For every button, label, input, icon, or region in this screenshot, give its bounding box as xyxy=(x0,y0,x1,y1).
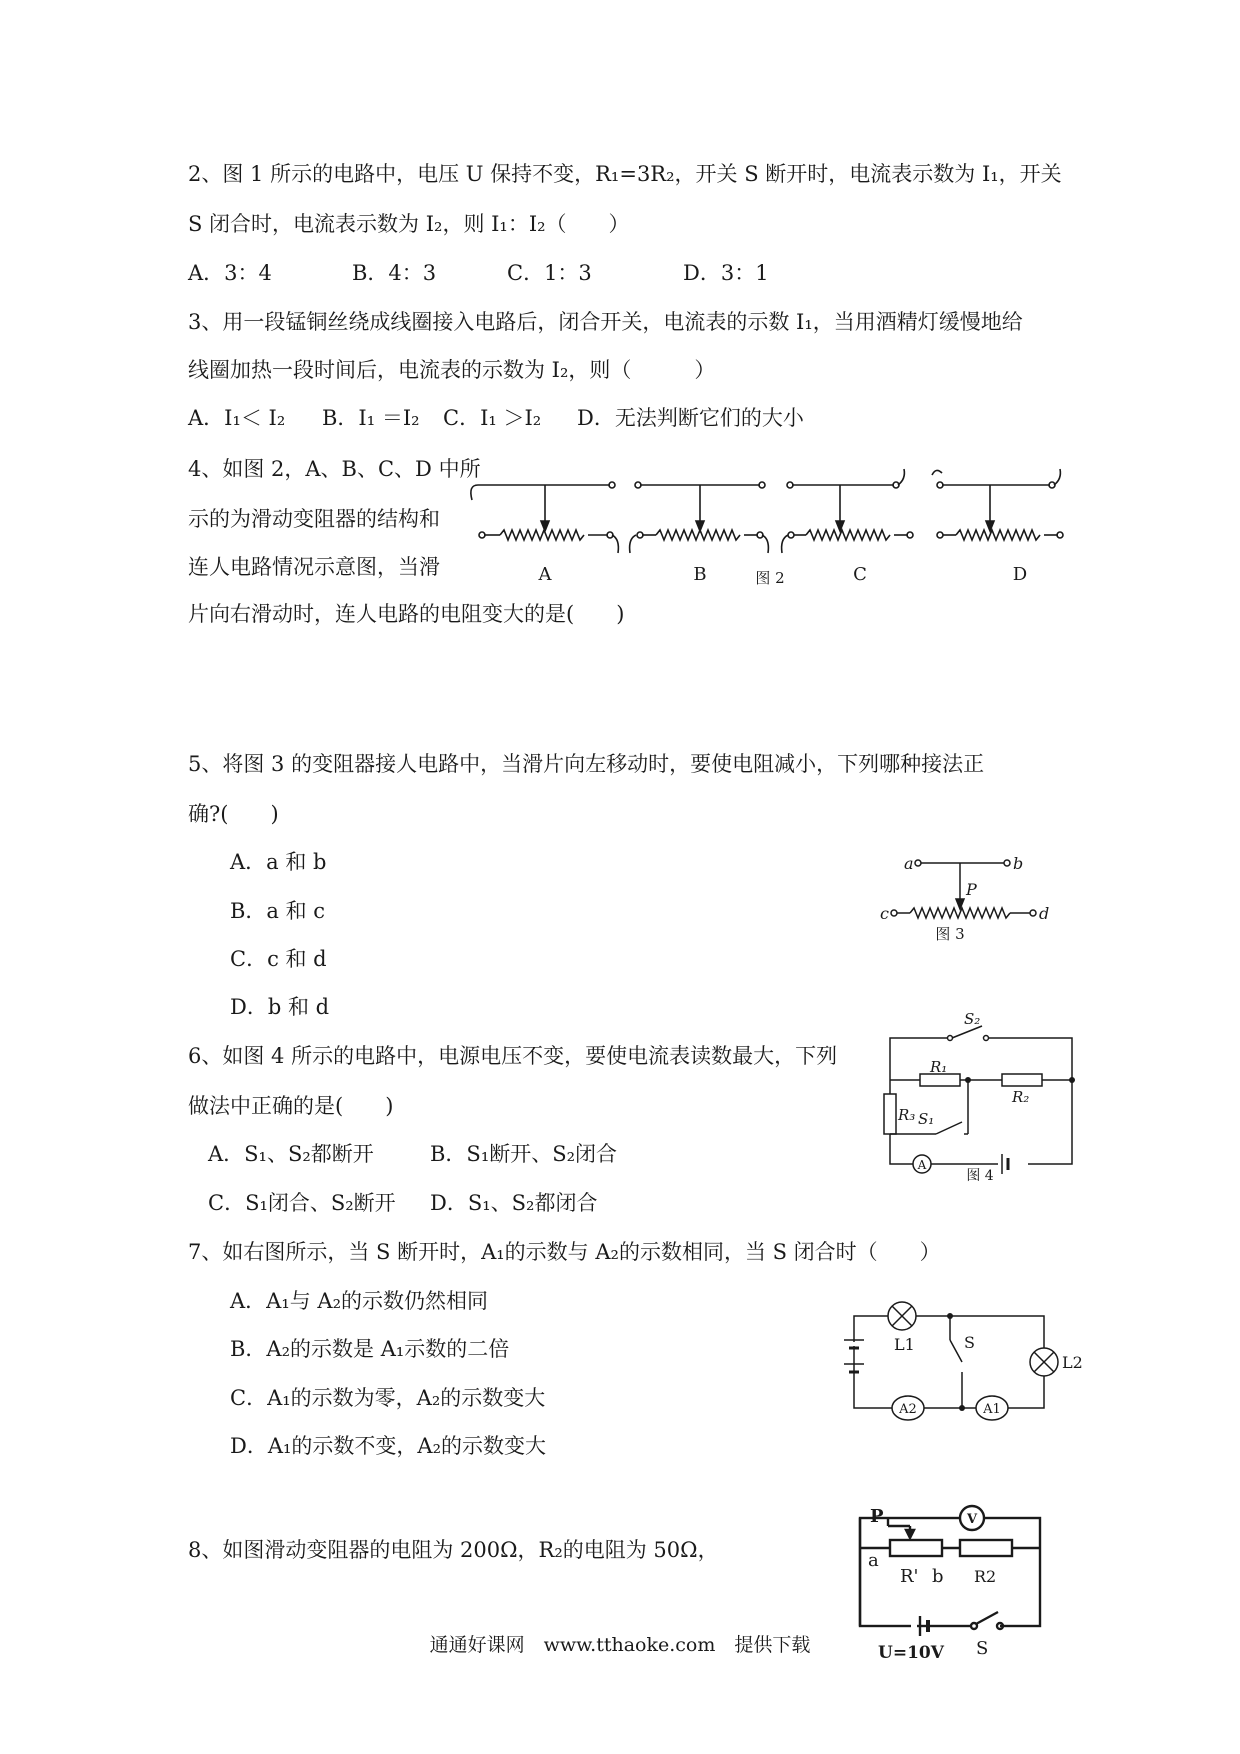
fig7-ammeter-a1: A1 xyxy=(983,1402,1001,1417)
q2-line1: 2、图 1 所示的电路中，电压 U 保持不变，R₁=3R₂，开关 S 断开时，电流表示数为 I₁，开关 xyxy=(188,162,1062,186)
q3-option-c: C．I₁ ＞I₂ xyxy=(443,406,542,430)
fig8-voltmeter-label: V xyxy=(966,1512,978,1527)
fig8-label-b: b xyxy=(932,1566,944,1587)
fig2-label-c: C xyxy=(853,564,867,585)
figure-2-rheostats xyxy=(470,455,1090,595)
fig4-caption: 图 4 xyxy=(966,1168,994,1184)
q5-line1: 5、将图 3 的变阻器接人电路中，当滑片向左移动时，要使电阻减小，下列哪种接法正 xyxy=(188,752,985,776)
fig8-label-a: a xyxy=(868,1550,879,1571)
fig7-label-l2: L2 xyxy=(1062,1353,1083,1372)
fig7-label-s: S xyxy=(964,1333,975,1352)
fig4-label-r3: R₃ xyxy=(898,1106,916,1124)
fig4-label-r2: R₂ xyxy=(1012,1088,1030,1106)
fig2-label-d: D xyxy=(1012,564,1028,585)
q5-line2: 确?( ) xyxy=(188,802,279,826)
figure-7-circuit xyxy=(840,1300,1083,1430)
fig4-label-r1: R₁ xyxy=(930,1058,948,1076)
q6-option-a: A．S₁、S₂都断开 xyxy=(208,1142,374,1166)
fig8-label-s: S xyxy=(976,1638,989,1659)
fig3-caption: 图 3 xyxy=(935,925,965,943)
figure-4-circuit xyxy=(878,1010,1083,1184)
fig3-terminal-a: a xyxy=(904,854,914,873)
q6-line2: 做法中正确的是( ) xyxy=(188,1094,394,1118)
fig8-voltage-label: U=10V xyxy=(878,1643,944,1663)
q4-line4: 片向右滑动时，连人电路的电阻变大的是( ) xyxy=(188,602,625,626)
q3-line1: 3、用一段锰铜丝绕成线圈接入电路后，闭合开关，电流表的示数 I₁，当用酒精灯缓慢地给 xyxy=(188,310,1023,334)
q7-option-b: B．A₂的示数是 A₁示数的二倍 xyxy=(230,1337,510,1361)
q5-option-d: D．b 和 d xyxy=(230,995,330,1019)
fig3-terminal-d: d xyxy=(1039,904,1050,923)
q3-line2: 线圈加热一段时间后，电流表的示数为 I₂，则（ ） xyxy=(188,358,716,382)
q7-option-d: D．A₁的示数不变，A₂的示数变大 xyxy=(230,1434,547,1458)
fig3-slider-p: P xyxy=(966,880,977,899)
q2-option-b: B．4：3 xyxy=(352,261,437,285)
q5-option-a: A．a 和 b xyxy=(230,850,327,874)
q6-line1: 6、如图 4 所示的电路中，电源电压不变，要使电流表读数最大，下列 xyxy=(188,1044,838,1068)
fig7-ammeter-a2: A2 xyxy=(899,1402,917,1417)
q4-line3: 连人电路情况示意图，当滑 xyxy=(188,555,440,579)
fig4-label-s1: S₁ xyxy=(918,1110,935,1128)
q5-option-b: B．a 和 c xyxy=(230,899,326,923)
page-footer: 通通好课网 www.tthaoke.com 提供下载 xyxy=(429,1634,811,1656)
q6-option-d: D．S₁、S₂都闭合 xyxy=(430,1191,598,1215)
q2-line2: S 闭合时，电流表示数为 I₂，则 I₁：I₂（ ） xyxy=(188,212,630,236)
fig4-ammeter-label: A xyxy=(917,1158,927,1172)
fig8-label-p: P xyxy=(870,1506,884,1527)
q2-option-a: A．3：4 xyxy=(188,261,272,285)
fig4-label-s2: S₂ xyxy=(964,1010,981,1028)
fig8-label-r2: R2 xyxy=(974,1567,997,1586)
q3-option-d: D．无法判断它们的大小 xyxy=(577,406,804,430)
q3-option-a: A．I₁＜ I₂ xyxy=(188,406,286,430)
fig7-label-l1: L1 xyxy=(894,1335,915,1354)
fig2-caption: 图 2 xyxy=(755,569,785,587)
q7-line1: 7、如右图所示，当 S 断开时，A₁的示数与 A₂的示数相同，当 S 闭合时（ ） xyxy=(188,1240,941,1264)
fig3-terminal-b: b xyxy=(1013,854,1024,873)
q7-option-c: C．A₁的示数为零，A₂的示数变大 xyxy=(230,1386,546,1410)
fig8-label-r-prime: R' xyxy=(900,1566,919,1587)
fig2-label-a: A xyxy=(538,564,552,585)
q7-option-a: A．A₁与 A₂的示数仍然相同 xyxy=(230,1289,489,1313)
q6-option-c: C．S₁闭合、S₂断开 xyxy=(208,1191,396,1215)
q2-option-d: D．3：1 xyxy=(683,261,769,285)
figure-3-rheostat xyxy=(880,845,1060,945)
q8-line1: 8、如图滑动变阻器的电阻为 200Ω，R₂的电阻为 50Ω， xyxy=(188,1538,719,1562)
q5-option-c: C．c 和 d xyxy=(230,947,327,971)
fig3-terminal-c: c xyxy=(880,904,889,923)
fig2-label-b: B xyxy=(693,564,707,585)
q6-option-b: B．S₁断开、S₂闭合 xyxy=(430,1142,618,1166)
q4-line2: 示的为滑动变阻器的结构和 xyxy=(188,507,440,531)
q4-line1: 4、如图 2，A、B、C、D 中所 xyxy=(188,457,481,481)
q3-option-b: B．I₁ ＝I₂ xyxy=(322,406,420,430)
q2-option-c: C．1：3 xyxy=(507,261,592,285)
